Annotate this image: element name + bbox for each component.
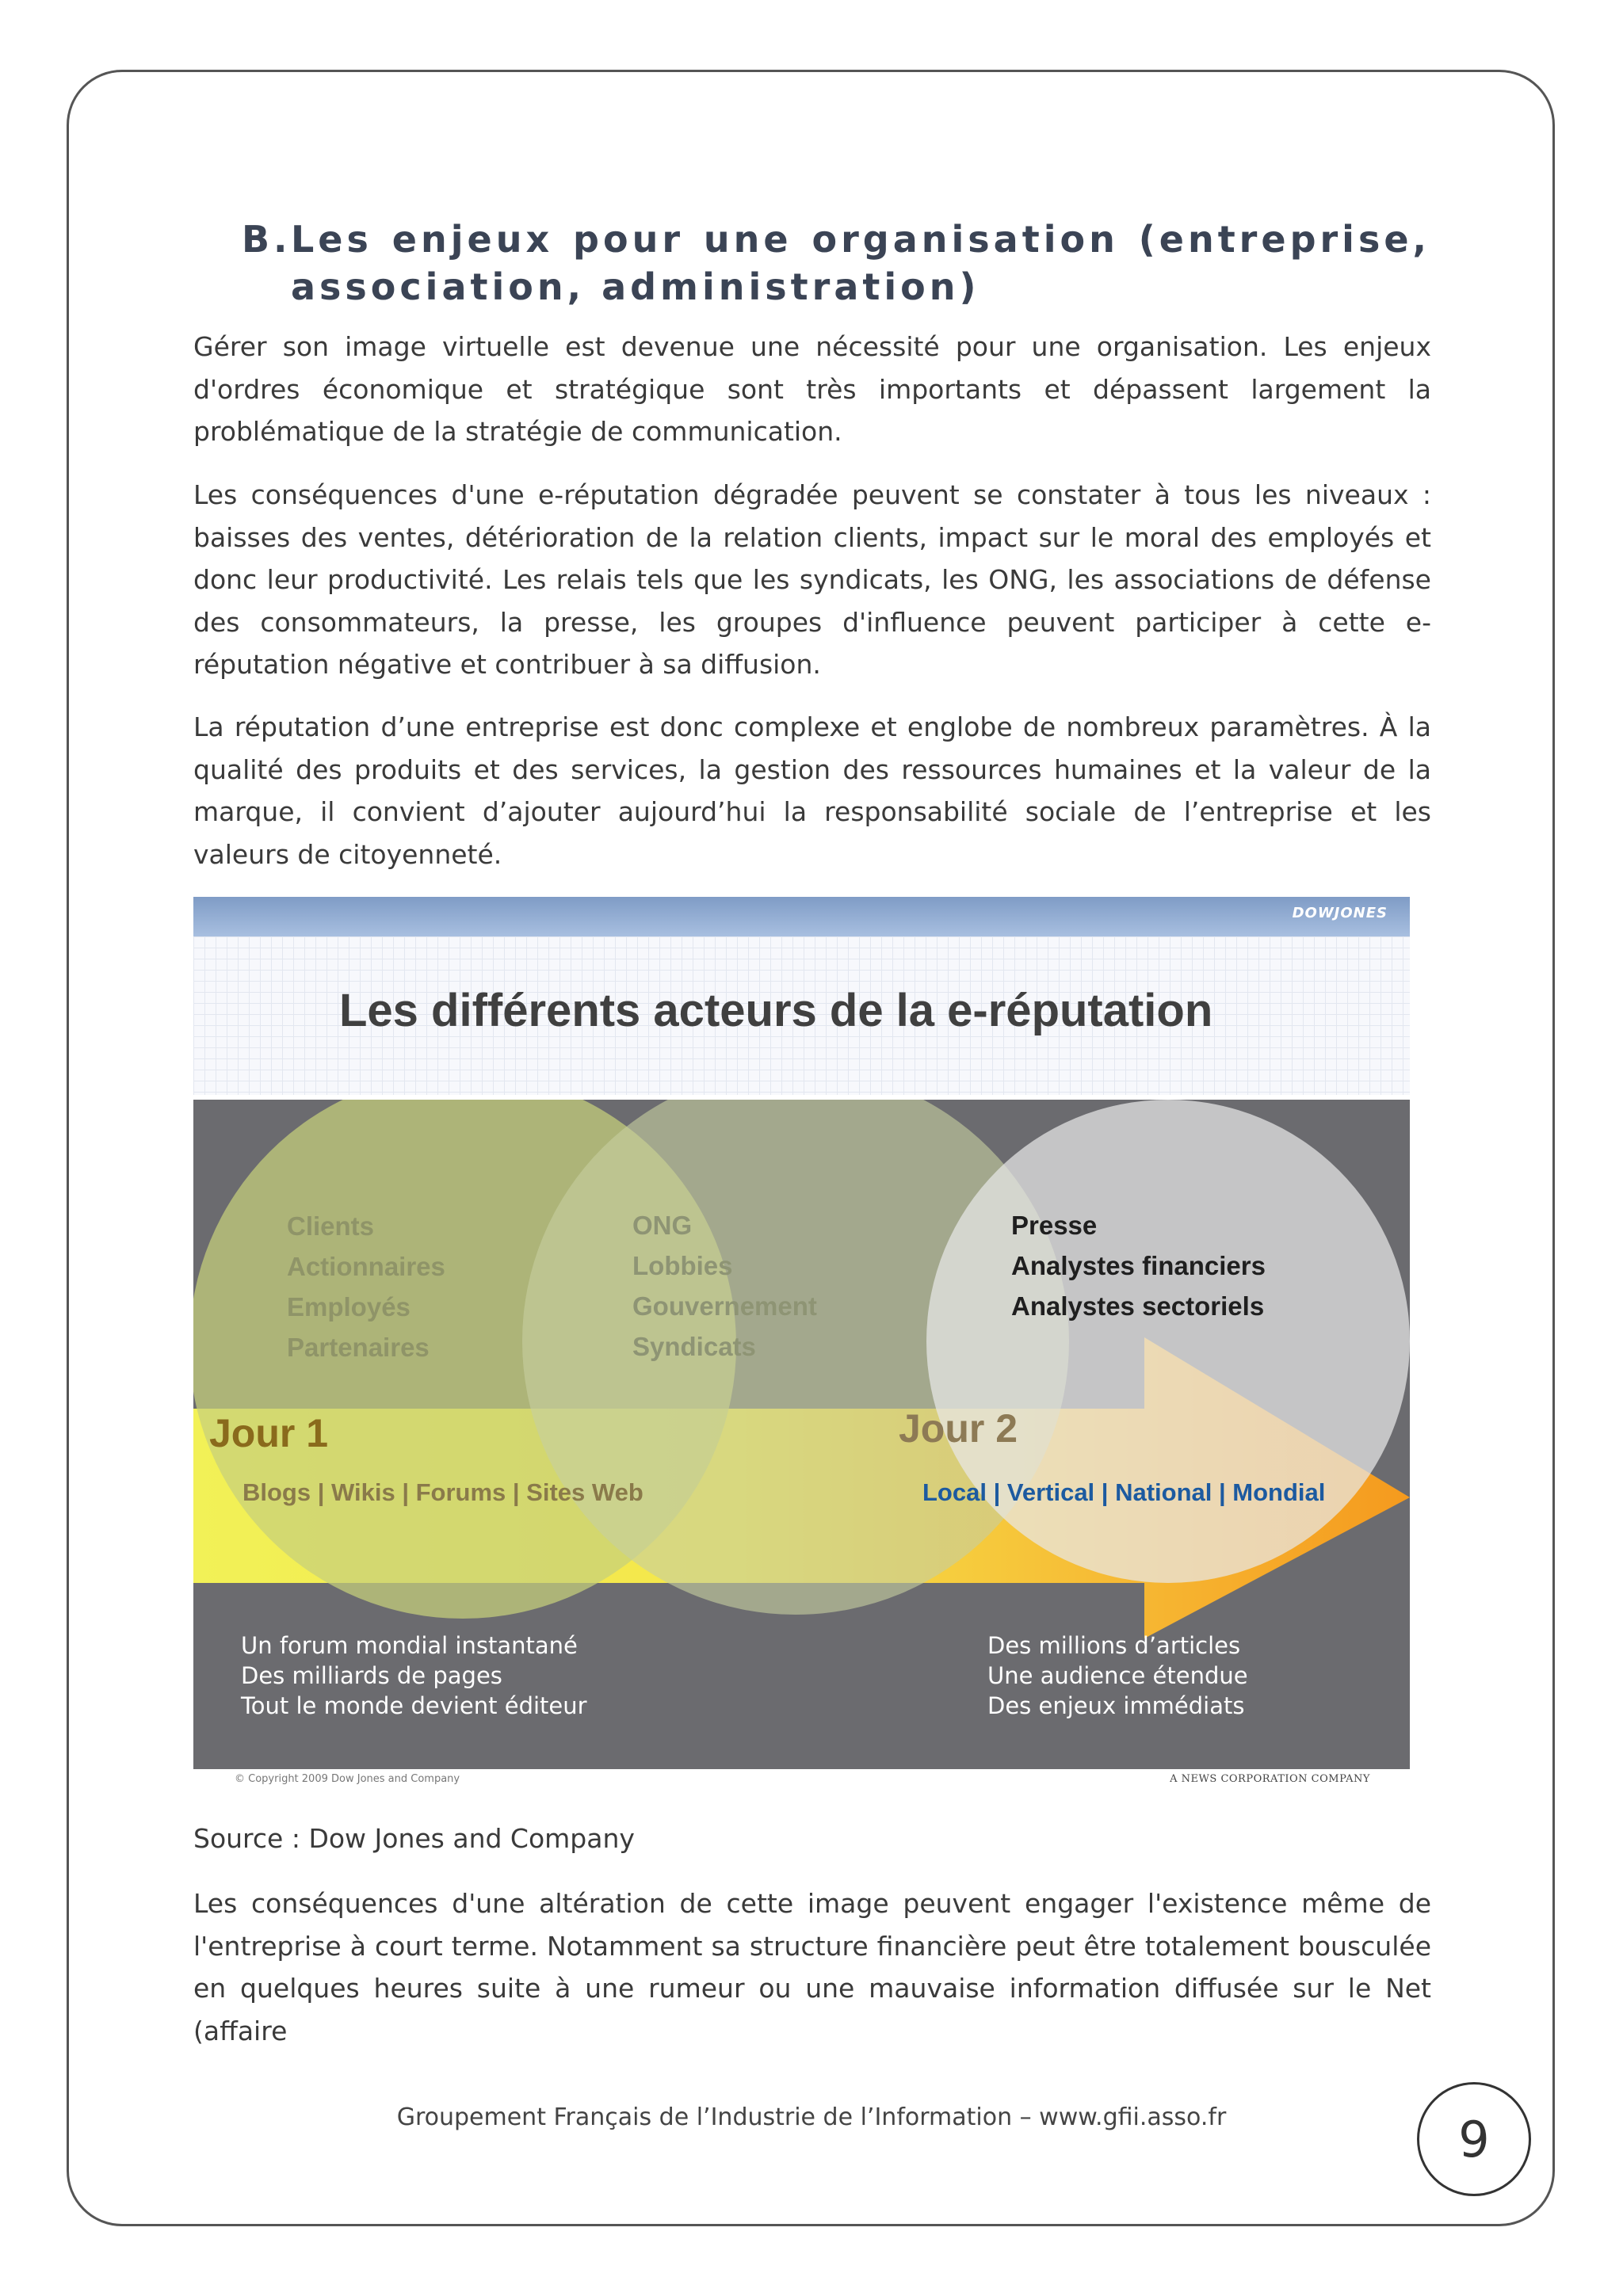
slide-copyright: © Copyright 2009 Dow Jones and Company xyxy=(235,1773,460,1785)
page-number: 9 xyxy=(1417,2082,1531,2196)
circle-2-labels xyxy=(632,1205,817,1367)
bottom-right-line-1: Des millions d’articles xyxy=(987,1632,1241,1659)
paragraph-1: Gérer son image virtuelle est devenue une nécessité pour une organisation. Les enjeux d'ordres économique et stratégique sont très importants et dépassent largement la problématique de la stratégie de communication. xyxy=(193,331,1431,447)
paragraph-4: Les conséquences d'une altération de cette image peuvent engager l'existence même de l'entreprise à court terme. Notamment sa structure financière peut être totalement bousculée en quelques heures suite à une rumeur ou une mauvaise information diffusée sur le Net (affaire xyxy=(193,1888,1431,2046)
paragraph-2: Les conséquences d'une e-réputation dégradée peuvent se constater à tous les niveaux : baisses des ventes, détérioration de la relation clients, impact sur le moral des employés et donc leur productivité. Les relais tels que les syndicats, les ONG, les associations de défense des consommateurs, la presse, les groupes d'influence peuvent participer à cette e-réputation négative et contribuer à sa diffusion. xyxy=(193,479,1431,680)
label-partenaires: Partenaires xyxy=(287,1333,430,1362)
section-number: B. xyxy=(242,218,292,261)
bottom-left-line-1: Un forum mondial instantané xyxy=(241,1632,578,1659)
bottom-left-line-2: Des milliards de pages xyxy=(241,1662,502,1689)
circle-1-labels xyxy=(287,1206,445,1367)
label-syndicats: Syndicats xyxy=(632,1332,756,1361)
jour-1-label: Jour 1 xyxy=(209,1411,329,1455)
section-title: Les enjeux pour une organisation (entreprise, association, administration) xyxy=(291,218,1430,308)
bottom-right-text xyxy=(987,1630,1248,1721)
label-gouvernement: Gouvernement xyxy=(632,1291,817,1321)
channels-day-2: Local | Vertical | National | Mondial xyxy=(922,1478,1326,1506)
bottom-left-text xyxy=(241,1630,587,1721)
label-ong: ONG xyxy=(632,1211,693,1240)
circle-media xyxy=(926,1100,1410,1583)
bottom-left-line-3: Tout le monde devient éditeur xyxy=(241,1692,587,1719)
paragraph-3: La réputation d’une entreprise est donc complexe et englobe de nombreux paramètres. À la qualité des produits et des services, la gestion des ressources humaines et la valeur de la marque, il convient d’ajouter aujourd’hui la responsabilité sociale de l’entreprise et les valeurs de citoyenneté. xyxy=(193,711,1431,870)
label-actionnaires: Actionnaires xyxy=(287,1252,445,1281)
bottom-right-line-2: Une audience étendue xyxy=(987,1662,1248,1689)
label-presse: Presse xyxy=(1011,1211,1098,1240)
slide-header-bar xyxy=(193,897,1410,936)
label-analystes-sectoriels: Analystes sectoriels xyxy=(1011,1291,1265,1321)
bottom-right-line-3: Des enjeux immédiats xyxy=(987,1692,1245,1719)
jour-2-label: Jour 2 xyxy=(899,1406,1018,1451)
label-clients: Clients xyxy=(287,1211,375,1241)
label-employes: Employés xyxy=(287,1292,411,1322)
label-analystes-financiers: Analystes financiers xyxy=(1011,1251,1266,1280)
slide-corp-label: A NEWS CORPORATION COMPANY xyxy=(1170,1773,1370,1785)
dowjones-logo: DOWJONES xyxy=(1292,905,1388,921)
figure-source: Source : Dow Jones and Company xyxy=(193,1823,635,1854)
slide-title: Les différents acteurs de la e-réputation xyxy=(339,985,1213,1036)
channels-day-1: Blogs | Wikis | Forums | Sites Web xyxy=(242,1478,643,1506)
slide-header xyxy=(193,897,1410,1095)
page-footer: Groupement Français de l’Industrie de l’Information – www.gfii.asso.fr xyxy=(396,2103,1227,2131)
slide-diagram xyxy=(193,1100,1410,1769)
figure-slide xyxy=(193,897,1410,1792)
circle-3-labels xyxy=(1011,1205,1266,1326)
label-lobbies: Lobbies xyxy=(632,1251,733,1280)
